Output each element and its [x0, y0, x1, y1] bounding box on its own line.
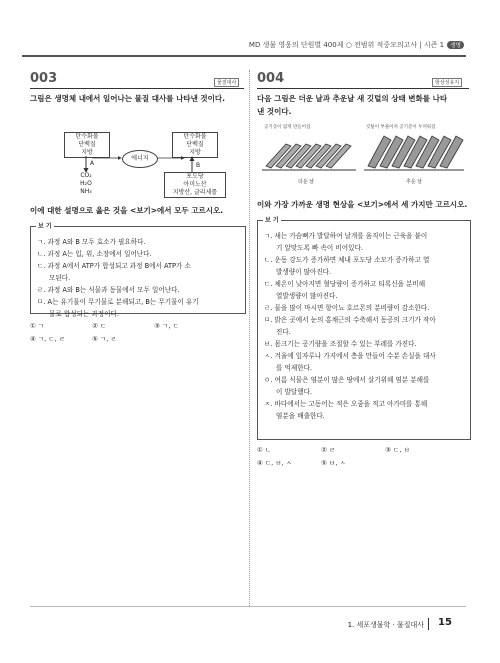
question-rule-003	[30, 88, 244, 89]
bogi-title-004: 보 기	[263, 215, 281, 227]
question-number-004: 004	[257, 71, 285, 86]
question-stem-004	[257, 92, 471, 118]
bogi-item: 이 발달했다.	[276, 388, 313, 396]
monomer-box	[164, 172, 226, 198]
right-box-line: 탄수화물	[183, 133, 207, 140]
choices-004	[257, 444, 469, 470]
stem-line: 낸 것이다.	[257, 107, 292, 116]
bogi-item: ㄷ. 과정 A에서 ATP가 합성되고 과정 B에서 ATP가 소	[37, 262, 191, 270]
bogi-item: ㄴ. 운동 강도가 증가하면 체내 포도당 소모가 증가하고 열	[264, 256, 430, 264]
inorganic-line: H₂O	[80, 180, 92, 187]
choice-2[interactable]: ② ㄷ	[92, 322, 107, 330]
bogi-item: 를 억제한다.	[276, 364, 313, 372]
question-stem-003: 그림은 생명체 내에서 일어나는 물질 대사를 나타낸 것이다.	[30, 94, 226, 103]
monomer-line: 아미노산	[183, 181, 207, 188]
bogi-item: 열발생량이 많아진다.	[276, 292, 338, 300]
label-b: B	[196, 162, 201, 169]
left-box-line: 단백질	[78, 141, 96, 148]
monomer-line: 지방산, 글리세롤	[172, 189, 218, 196]
footer-section: 1. 세포생물학 · 물질대사	[347, 621, 424, 629]
bogi-list-003	[31, 227, 245, 324]
choice-5[interactable]: ⑤ ㅂ, ㅅ	[321, 459, 346, 467]
metabolism-diagram	[52, 132, 228, 196]
choice-1[interactable]: ① ㄱ	[30, 322, 45, 330]
bogi-item: ㄹ. 물을 많이 마시면 항이뇨 호르몬의 분비량이 감소한다.	[264, 304, 430, 312]
bogi-list-004	[258, 221, 470, 426]
right-box-line: 지방	[189, 149, 201, 156]
hot-caption: 공기층이 얇게 만들어짐	[264, 125, 311, 130]
stem-line: 다음 그림은 더운 날과 추운날 새 깃털의 상태 변화를 나타	[257, 94, 448, 103]
cold-caption: 깃털이 부풀어져 공기층이 두꺼워짐	[366, 125, 436, 130]
label-a: A	[90, 160, 95, 167]
energy-ellipse: 에너지	[122, 150, 158, 168]
page-number: 15	[438, 617, 452, 628]
question-tag-003: 물질대사	[214, 78, 239, 87]
bogi-item: ㅂ. 몸크기는 공기량을 조절할 수 있는 부레를 가진다.	[264, 340, 417, 348]
bogi-item: 기 알맞도록 빠 속이 비어있다.	[276, 244, 363, 252]
footer-rule	[30, 606, 466, 607]
inorganic-line: NH₃	[80, 188, 92, 195]
column-divider	[249, 70, 250, 606]
left-box-line: 지방	[81, 149, 93, 156]
choice-5[interactable]: ⑤ ㄱ, ㄹ	[92, 335, 117, 343]
choices-003	[30, 320, 244, 346]
right-box-line: 단백질	[186, 141, 204, 148]
question-rule-004	[257, 88, 469, 89]
header-text: MD 생물 영웅의 단원별 400제 ○ 전범위 적중모의고사 | 시즌 1	[248, 41, 445, 49]
bogi-item: 물로 합성되는 과정이다.	[49, 310, 119, 318]
feather-drawing	[258, 130, 466, 178]
instruction-003: 이에 대한 설명으로 옳은 것을 <보기>에서 모두 고르시오.	[30, 206, 224, 215]
bogi-title-003: 보 기	[36, 221, 54, 233]
cold-day-label: 추운 날	[406, 179, 423, 185]
inorganic-box	[64, 172, 108, 196]
bogi-item: 모된다.	[49, 274, 71, 282]
choice-4[interactable]: ④ ㄱ, ㄷ, ㄹ	[30, 335, 65, 343]
inorganic-line: CO₂	[80, 172, 92, 179]
bogi-box-003	[30, 223, 246, 318]
bogi-item: ㄱ. 과정 A와 B 모두 효소가 필요하다.	[37, 238, 146, 246]
bogi-item: 염분을 배출한다.	[276, 412, 325, 420]
running-header	[249, 40, 464, 50]
bogi-item: 진다.	[276, 328, 291, 336]
choice-1[interactable]: ① ㄴ	[257, 446, 272, 454]
choice-2[interactable]: ② ㄹ	[321, 446, 336, 454]
bogi-item: ㄱ. 새는 가슴뼈가 발달하여 날개를 움직이는 근육을 붙이	[264, 232, 428, 240]
bogi-item: ㄹ. 과정 A와 B는 식물과 동물에서 모두 일어난다.	[37, 286, 180, 294]
bogi-item: 발생량이 많아진다.	[276, 268, 332, 276]
feather-figure	[258, 122, 466, 190]
monomer-line: 포도당	[186, 173, 204, 180]
choice-4[interactable]: ④ ㄷ, ㅂ, ㅅ	[257, 459, 292, 467]
bogi-item: ㅅ. 겨울에 잎자루나 가지에서 층을 만들어 수분 손실을 대사	[264, 352, 436, 360]
choice-3[interactable]: ③ ㄷ, ㅂ	[385, 446, 410, 454]
question-tag-004: 항상성유지	[432, 78, 462, 87]
choice-3[interactable]: ③ ㄱ, ㄷ	[154, 322, 179, 330]
bogi-item: ㅇ. 여름 식물은 염분이 많은 땅에서 살기위해 염분 분해를	[264, 376, 430, 384]
header-badge: 생명	[447, 41, 464, 49]
hot-day-label: 더운 날	[298, 179, 315, 185]
bogi-item: ㅁ. 밝은 곳에서 눈의 홍채근의 수축해서 동공의 크기가 작아	[264, 316, 436, 324]
bogi-item: ㄴ. 과정 A는 입, 위, 소장에서 일어난다.	[37, 250, 152, 258]
bogi-box-004	[257, 217, 471, 440]
question-number-003: 003	[30, 71, 58, 86]
bogi-item: ㅈ. 바다에서는 고동어는 적은 오줌을 적고 아가미를 통해	[264, 400, 428, 408]
bogi-item: ㄷ. 체온이 낮아지면 혈당량이 증가하고 티록신을 분비해	[264, 280, 426, 288]
footer-divider	[428, 618, 429, 630]
left-box-line: 탄수화물	[75, 133, 99, 140]
bogi-item: ㅁ. A는 유기물이 무기물로 분해되고, B는 무기물이 유기	[37, 298, 199, 306]
instruction-004: 이와 가장 가까운 생명 현상을 <보기>에서 세 가지만 고르시오.	[257, 200, 468, 209]
header-rule	[22, 55, 466, 57]
